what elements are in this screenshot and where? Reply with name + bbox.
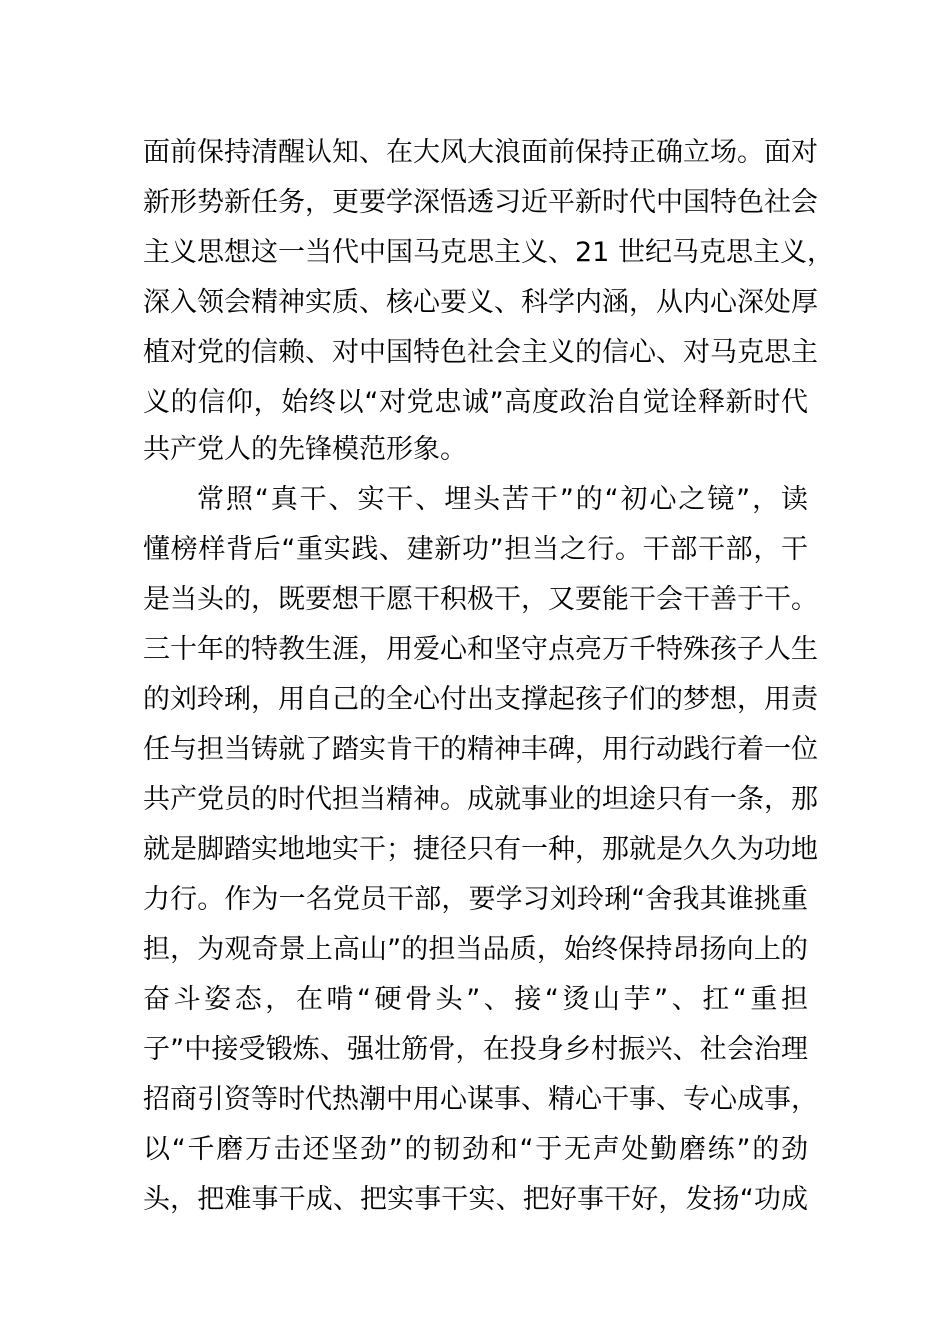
text-line: 任与担当铸就了踏实肯干的精神丰碑，用行动践行着一位	[143, 734, 818, 765]
text-line: 主义思想这一当代中国马克思主义、21 世纪马克思主义，	[143, 237, 834, 268]
text-line: 担，为观奇景上高山”的担当品质，始终保持昂扬向上的	[143, 934, 808, 965]
text-line: 是当头的，既要想干愿干积极干，又要能干会干善于干。	[143, 584, 818, 615]
text-line: 就是脚踏实地地实干；捷径只有一种，那就是久久为功地	[143, 834, 818, 865]
text-line: 共产党员的时代担当精神。成就事业的坦途只有一条，那	[143, 784, 818, 815]
text-line: 三十年的特教生涯，用爱心和坚守点亮万千特殊孩子人生	[143, 634, 818, 665]
text-line: 深入领会精神实质、核心要义、科学内涵，从内心深处厚	[143, 287, 818, 318]
text-line: 招商引资等时代热潮中用心谋事、精心干事、专心成事，	[143, 1084, 818, 1115]
text-line: 共产党人的先锋模范形象。	[143, 434, 467, 465]
text-line: 新形势新任务，更要学深悟透习近平新时代中国特色社会	[143, 187, 818, 218]
paragraph-first-line: 常照“真干、实干、埋头苦干”的“初心之镜”，读	[197, 484, 808, 515]
text-line: 懂榜样背后“重实践、建新功”担当之行。干部干部，干	[143, 534, 808, 565]
text-line: 植对党的信赖、对中国特色社会主义的信心、对马克思主	[143, 337, 818, 368]
text-line: 奋斗姿态，在啃“硬骨头”、接“烫山芋”、扛“重担	[143, 984, 808, 1015]
text-line: 义的信仰，始终以“对党忠诚”高度政治自觉诠释新时代	[143, 387, 808, 418]
text-line: 的刘玲琍，用自己的全心付出支撑起孩子们的梦想，用责	[143, 684, 818, 715]
text-line: 子”中接受锻炼、强壮筋骨，在投身乡村振兴、社会治理	[143, 1034, 808, 1065]
text-line: 以“千磨万击还坚劲”的韧劲和“于无声处勤磨练”的劲	[143, 1134, 808, 1165]
text-line: 力行。作为一名党员干部，要学习刘玲琍“舍我其谁挑重	[143, 884, 808, 915]
text-line: 头，把难事干成、把实事干实、把好事干好，发扬“功成	[143, 1184, 808, 1215]
text-line: 面前保持清醒认知、在大风大浪面前保持正确立场。面对	[143, 137, 818, 168]
